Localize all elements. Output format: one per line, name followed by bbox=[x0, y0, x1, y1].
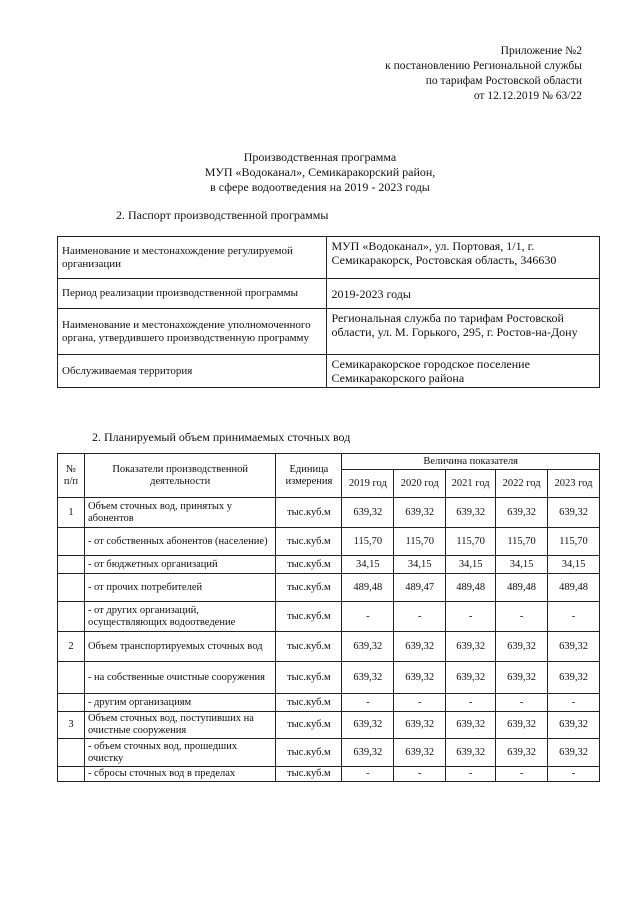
value-cell: 34,15 bbox=[394, 556, 446, 574]
value-cell: 639,32 bbox=[446, 498, 496, 528]
table-row bbox=[58, 632, 600, 662]
section-heading-volume: 2. Планируемый объем принимаемых сточных вод bbox=[92, 430, 351, 444]
value-cell: 639,32 bbox=[548, 712, 600, 739]
table-row bbox=[58, 528, 600, 556]
passport-label: Период реализации производственной программы bbox=[58, 279, 327, 309]
value-cell: - bbox=[496, 767, 548, 782]
table-row bbox=[58, 556, 600, 574]
row-number: 3 bbox=[58, 712, 85, 739]
value-cell: 639,32 bbox=[496, 498, 548, 528]
value-cell: - bbox=[548, 694, 600, 712]
value-cell: 639,32 bbox=[342, 632, 394, 662]
appendix-line: по тарифам Ростовской области bbox=[425, 75, 582, 87]
value-cell: 115,70 bbox=[548, 528, 600, 556]
table-row bbox=[58, 355, 600, 388]
title-line: Производственная программа bbox=[243, 150, 397, 164]
row-number bbox=[58, 767, 85, 782]
table-row bbox=[58, 767, 600, 782]
value-cell: - bbox=[394, 694, 446, 712]
appendix-header bbox=[385, 44, 582, 104]
value-cell: 639,32 bbox=[496, 739, 548, 767]
unit-cell: тыс.куб.м bbox=[276, 767, 342, 782]
table-row bbox=[58, 309, 600, 355]
value-cell: 639,32 bbox=[342, 662, 394, 694]
value-cell: - bbox=[548, 602, 600, 632]
indicator-name: Объем сточных вод, принятых у абонентов bbox=[84, 498, 276, 528]
value-cell: - bbox=[496, 694, 548, 712]
value-cell: 639,32 bbox=[394, 498, 446, 528]
section-heading-passport: 2. Паспорт производственной программы bbox=[116, 208, 329, 222]
value-cell: 639,32 bbox=[548, 662, 600, 694]
header-year: 2021 год bbox=[446, 470, 496, 498]
value-cell: 639,32 bbox=[548, 498, 600, 528]
row-number bbox=[58, 602, 85, 632]
unit-cell: тыс.куб.м bbox=[276, 602, 342, 632]
table-row bbox=[58, 694, 600, 712]
value-cell: 34,15 bbox=[496, 556, 548, 574]
value-cell: 639,32 bbox=[342, 498, 394, 528]
value-cell: 639,32 bbox=[446, 632, 496, 662]
value-cell: 34,15 bbox=[548, 556, 600, 574]
header-year: 2023 год bbox=[548, 470, 600, 498]
unit-cell: тыс.куб.м bbox=[276, 632, 342, 662]
indicator-name: - на собственные очистные сооружения bbox=[84, 662, 276, 694]
passport-label: Обслуживаемая территория bbox=[58, 355, 327, 388]
header-indicator: Показатели производственной деятельности bbox=[84, 454, 276, 498]
indicator-name: - объем сточных вод, прошедших очистку bbox=[84, 739, 276, 767]
value-cell: 639,32 bbox=[394, 712, 446, 739]
table-row bbox=[58, 498, 600, 528]
header-year: 2022 год bbox=[496, 470, 548, 498]
indicator-name: - от собственных абонентов (население) bbox=[84, 528, 276, 556]
table-row bbox=[58, 574, 600, 602]
row-number bbox=[58, 694, 85, 712]
unit-cell: тыс.куб.м bbox=[276, 574, 342, 602]
indicator-name: Объем сточных вод, поступивших на очистные сооружения bbox=[84, 712, 276, 739]
value-cell: - bbox=[342, 602, 394, 632]
row-number bbox=[58, 556, 85, 574]
appendix-line: к постановлению Региональной службы bbox=[385, 60, 582, 72]
value-cell: 639,32 bbox=[342, 712, 394, 739]
passport-table bbox=[57, 236, 600, 388]
document-title bbox=[0, 150, 640, 195]
indicator-name: - сбросы сточных вод в пределах bbox=[84, 767, 276, 782]
unit-cell: тыс.куб.м bbox=[276, 528, 342, 556]
header-unit: Единица измерения bbox=[276, 454, 342, 498]
passport-value: 2019-2023 годы bbox=[327, 279, 600, 309]
unit-cell: тыс.куб.м bbox=[276, 662, 342, 694]
passport-label: Наименование и местонахождение регулируемой организации bbox=[58, 237, 327, 279]
value-cell: 639,32 bbox=[496, 712, 548, 739]
table-row bbox=[58, 237, 600, 279]
indicator-name: - от бюджетных организаций bbox=[84, 556, 276, 574]
table-row bbox=[58, 662, 600, 694]
appendix-line: Приложение №2 bbox=[500, 45, 582, 57]
value-cell: 489,48 bbox=[548, 574, 600, 602]
header-year: 2020 год bbox=[394, 470, 446, 498]
title-line: в сфере водоотведения на 2019 - 2023 годы bbox=[210, 180, 430, 194]
value-cell: 639,32 bbox=[446, 712, 496, 739]
value-cell: 639,32 bbox=[446, 662, 496, 694]
indicator-name: - от прочих потребителей bbox=[84, 574, 276, 602]
header-year: 2019 год bbox=[342, 470, 394, 498]
value-cell: - bbox=[548, 767, 600, 782]
value-cell: 639,32 bbox=[342, 739, 394, 767]
unit-cell: тыс.куб.м bbox=[276, 498, 342, 528]
value-cell: 639,32 bbox=[394, 662, 446, 694]
indicator-name: - другим организациям bbox=[84, 694, 276, 712]
table-header-row bbox=[58, 454, 600, 470]
value-cell: - bbox=[342, 694, 394, 712]
table-row bbox=[58, 602, 600, 632]
header-value-group: Величина показателя bbox=[342, 454, 600, 470]
value-cell: 639,32 bbox=[496, 662, 548, 694]
row-number bbox=[58, 574, 85, 602]
table-row bbox=[58, 712, 600, 739]
value-cell: 639,32 bbox=[446, 739, 496, 767]
value-cell: 115,70 bbox=[446, 528, 496, 556]
value-cell: 115,70 bbox=[496, 528, 548, 556]
title-line: МУП «Водоканал», Семикаракорский район, bbox=[204, 165, 436, 179]
value-cell: - bbox=[446, 767, 496, 782]
unit-cell: тыс.куб.м bbox=[276, 739, 342, 767]
value-cell: 639,32 bbox=[548, 632, 600, 662]
value-cell: 115,70 bbox=[342, 528, 394, 556]
unit-cell: тыс.куб.м bbox=[276, 556, 342, 574]
value-cell: - bbox=[496, 602, 548, 632]
table-row bbox=[58, 739, 600, 767]
row-number bbox=[58, 528, 85, 556]
row-number: 1 bbox=[58, 498, 85, 528]
table-row bbox=[58, 279, 600, 309]
unit-cell: тыс.куб.м bbox=[276, 694, 342, 712]
value-cell: 639,32 bbox=[394, 739, 446, 767]
row-number: 2 bbox=[58, 632, 85, 662]
passport-value: Семикаракорское городское поселение Семикаракорского района bbox=[327, 355, 600, 388]
value-cell: - bbox=[446, 602, 496, 632]
value-cell: - bbox=[394, 602, 446, 632]
appendix-line: от 12.12.2019 № 63/22 bbox=[473, 90, 582, 102]
value-cell: 639,32 bbox=[548, 739, 600, 767]
value-cell: 489,48 bbox=[446, 574, 496, 602]
value-cell: - bbox=[394, 767, 446, 782]
value-cell: 639,32 bbox=[496, 632, 548, 662]
value-cell: 489,47 bbox=[394, 574, 446, 602]
indicator-name: - от других организаций, осуществляющих водоотведение bbox=[84, 602, 276, 632]
row-number bbox=[58, 739, 85, 767]
header-num: № п/п bbox=[58, 454, 85, 498]
passport-label: Наименование и местонахождение уполномоченного органа, утвердившего производственную программу bbox=[58, 309, 327, 355]
value-cell: - bbox=[446, 694, 496, 712]
row-number bbox=[58, 662, 85, 694]
unit-cell: тыс.куб.м bbox=[276, 712, 342, 739]
passport-value: Региональная служба по тарифам Ростовской области, ул. М. Горького, 295, г. Ростов-на-Дону bbox=[327, 309, 600, 355]
value-cell: 34,15 bbox=[446, 556, 496, 574]
value-cell: 34,15 bbox=[342, 556, 394, 574]
value-cell: 639,32 bbox=[394, 632, 446, 662]
value-cell: 489,48 bbox=[342, 574, 394, 602]
value-cell: - bbox=[342, 767, 394, 782]
value-cell: 115,70 bbox=[394, 528, 446, 556]
indicator-name: Объем транспортируемых сточных вод bbox=[84, 632, 276, 662]
volume-table bbox=[57, 453, 600, 782]
value-cell: 489,48 bbox=[496, 574, 548, 602]
passport-value: МУП «Водоканал», ул. Портовая, 1/1, г. Семикаракорск, Ростовская область, 346630 bbox=[327, 237, 600, 279]
